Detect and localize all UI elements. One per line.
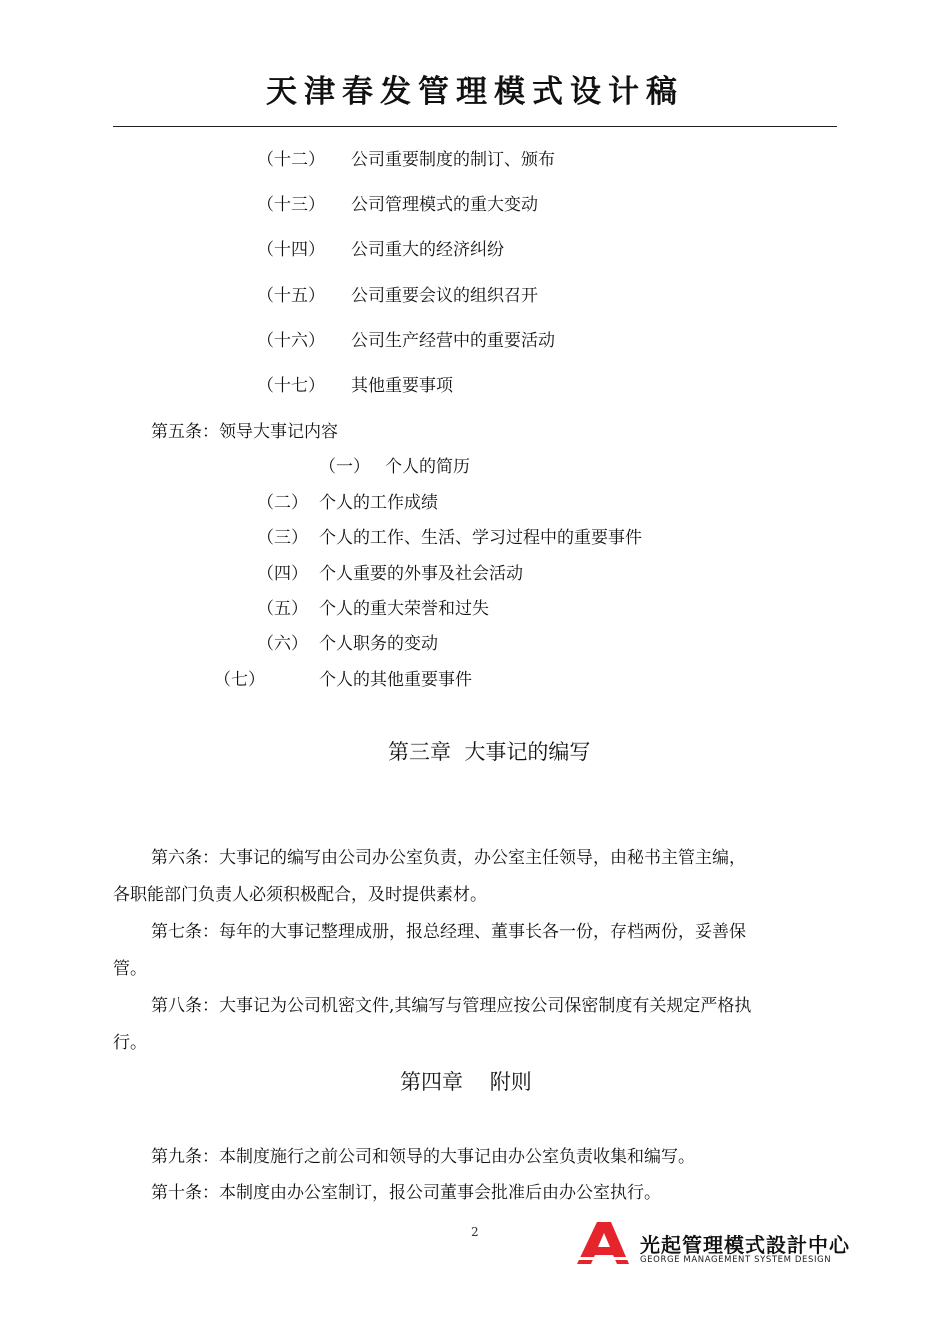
list-item-number: （六）	[257, 634, 308, 654]
list-item-number: （五）	[257, 599, 308, 619]
list-item-number: （二）	[257, 493, 308, 513]
article-6-line-1: 第六条：大事记的编写由公司办公室负责，办公室主任领导，由秘书主管主编，	[151, 848, 746, 868]
list-item-text: 个人的简历	[385, 457, 470, 477]
article-5-heading: 第五条：领导大事记内容	[151, 422, 338, 442]
list-item-text: 个人的其他重要事件	[319, 670, 472, 690]
article-7-line-2: 管。	[113, 959, 147, 979]
list-item-text: 个人职务的变动	[319, 634, 438, 654]
list-item-number: （十五）	[257, 286, 325, 306]
header-divider	[113, 126, 837, 127]
list-item-text: 公司生产经营中的重要活动	[351, 331, 555, 351]
list-item-number: （四）	[257, 564, 308, 584]
list-item-text: 公司重大的经济纠纷	[351, 240, 504, 260]
chapter-3-title: 第三章 大事记的编写	[388, 740, 591, 764]
list-item-text: 公司重要制度的制订、颁布	[351, 150, 555, 170]
list-item-text: 公司管理模式的重大变动	[351, 195, 538, 215]
list-item-number: （七）	[214, 670, 265, 690]
article-8-line-1: 第八条：大事记为公司机密文件,其编写与管理应按公司保密制度有关规定严格执	[151, 996, 752, 1016]
list-item-text: 个人重要的外事及社会活动	[319, 564, 523, 584]
list-item-number: （十二）	[257, 150, 325, 170]
list-item-number: （十四）	[257, 240, 325, 260]
article-6-line-2: 各职能部门负责人必须积极配合，及时提供素材。	[113, 885, 487, 905]
george-logo-icon	[577, 1222, 629, 1264]
article-9: 第九条：本制度施行之前公司和领导的大事记由办公室负责收集和编写。	[151, 1147, 695, 1167]
list-item-text: 个人的工作、生活、学习过程中的重要事件	[319, 528, 642, 548]
article-7-line-1: 第七条：每年的大事记整理成册，报总经理、董事长各一份，存档两份，妥善保	[151, 922, 746, 942]
logo-chinese-text: 光起管理模式設計中心	[640, 1233, 850, 1257]
article-8-line-2: 行。	[113, 1033, 147, 1053]
logo-english-text: GEORGE MANAGEMENT SYSTEM DESIGN	[640, 1255, 832, 1265]
list-item-number: （一）	[319, 457, 370, 477]
list-item-text: 其他重要事项	[351, 376, 453, 396]
document-header-title: 天津春发管理模式设计稿	[266, 74, 684, 110]
list-item-text: 个人的重大荣誉和过失	[319, 599, 489, 619]
list-item-number: （三）	[257, 528, 308, 548]
list-item-number: （十六）	[257, 331, 325, 351]
list-item-text: 公司重要会议的组织召开	[351, 286, 538, 306]
list-item-number: （十三）	[257, 195, 325, 215]
list-item-number: （十七）	[257, 376, 325, 396]
list-item-text: 个人的工作成绩	[319, 493, 438, 513]
page-number: 2	[471, 1225, 479, 1239]
article-10: 第十条：本制度由办公室制订，报公司董事会批准后由办公室执行。	[151, 1183, 661, 1203]
chapter-4-title: 第四章 附则	[400, 1070, 532, 1094]
